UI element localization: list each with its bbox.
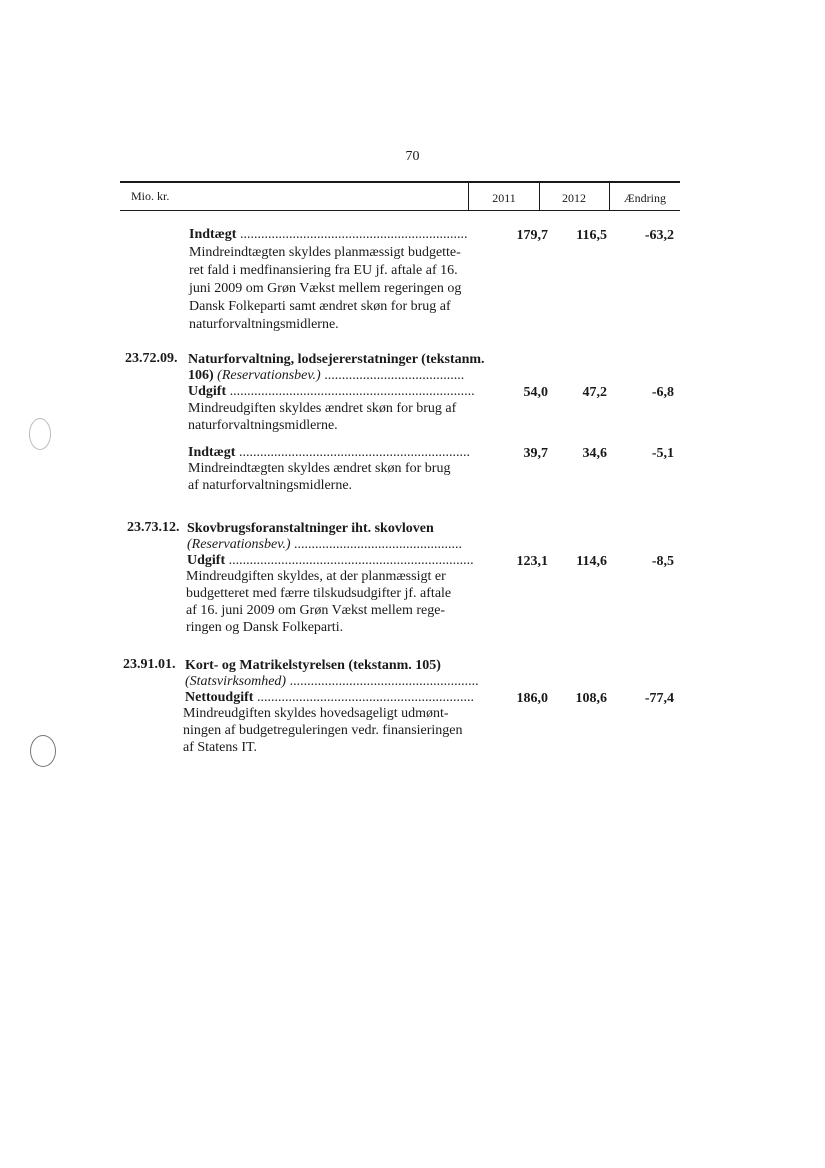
unit-label: Mio. kr. xyxy=(131,189,170,203)
explanation-line: Mindreindtægten skyldes ændret skøn for brug xyxy=(188,461,451,476)
explanation-line: Mindreudgiften skyldes ændret skøn for brug af xyxy=(188,401,457,416)
explanation-line: naturforvaltningsmidlerne. xyxy=(189,317,339,332)
value-change: -5,1 xyxy=(651,446,674,461)
account-type: (Reservationsbev.) xyxy=(187,537,291,552)
row-label: Udgift xyxy=(187,553,226,568)
row-label: Nettoudgift xyxy=(185,690,254,705)
row-label: Indtægt xyxy=(188,445,236,460)
explanation-line: ningen af budgetreguleringen vedr. finansieringen xyxy=(183,723,463,738)
leader-dots: .............................................................. xyxy=(253,690,474,705)
value-2012: 47,2 xyxy=(582,385,607,400)
value-change: -8,5 xyxy=(651,554,674,569)
row-label-line xyxy=(189,226,467,244)
explanation-line: Dansk Folkeparti samt ændret skøn for brug af xyxy=(189,299,451,314)
explanation-line: budgetteret med færre tilskudsudgifter jf. aftale xyxy=(186,586,452,601)
value-2011: 123,1 xyxy=(516,554,548,569)
explanation-line: Mindreudgiften skyldes, at der planmæssigt er xyxy=(186,569,446,584)
explanation-line: af 16. juni 2009 om Grøn Vækst mellem rege- xyxy=(186,603,446,618)
leader-dots: ...................................................... xyxy=(286,674,479,689)
value-2012: 116,5 xyxy=(576,228,607,243)
value-2012: 108,6 xyxy=(575,691,607,706)
header-top-rule xyxy=(120,181,680,183)
leader-dots: .................................................................. xyxy=(235,445,470,460)
explanation-line: af naturforvaltningsmidlerne. xyxy=(188,478,353,493)
explanation-line: ret fald i medfinansiering fra EU jf. aftale af 16. xyxy=(189,263,458,278)
value-2012: 114,6 xyxy=(576,554,607,569)
value-change: -63,2 xyxy=(644,228,674,243)
account-title: Kort- og Matrikelstyrelsen (tekstanm. 105) xyxy=(185,658,441,673)
row-label: Indtægt xyxy=(189,227,237,242)
leader-dots: ...................................................................... xyxy=(225,553,474,568)
column-header-2011: 2011 xyxy=(492,191,516,205)
punch-hole-mark xyxy=(30,735,56,767)
explanation-line: af Statens IT. xyxy=(183,740,257,755)
account-title-number: 106) xyxy=(188,368,214,383)
leader-dots: ................................................ xyxy=(290,537,463,552)
header-column-separator xyxy=(468,183,469,211)
value-2011: 179,7 xyxy=(516,228,548,243)
punch-hole-mark xyxy=(29,418,51,450)
account-code: 23.72.09. xyxy=(125,351,178,366)
column-header-2012: 2012 xyxy=(562,191,586,205)
explanation-line: Mindreindtægten skyldes planmæssigt budgette- xyxy=(189,245,461,260)
leader-dots: ........................................ xyxy=(320,368,465,383)
explanation-line: juni 2009 om Grøn Vækst mellem regeringen og xyxy=(189,281,462,296)
value-2012: 34,6 xyxy=(582,446,607,461)
leader-dots: ................................................................. xyxy=(236,227,468,242)
row-label-line xyxy=(188,383,475,401)
explanation-line: ringen og Dansk Folkeparti. xyxy=(186,620,344,635)
header-bottom-rule xyxy=(120,210,680,211)
value-change: -6,8 xyxy=(651,385,674,400)
value-2011: 186,0 xyxy=(516,691,548,706)
page-number: 70 xyxy=(405,149,420,164)
value-2011: 39,7 xyxy=(523,446,548,461)
value-change: -77,4 xyxy=(644,691,674,706)
explanation-line: Mindreudgiften skyldes hovedsageligt udmønt- xyxy=(183,706,449,721)
account-title: Naturforvaltning, lodsejererstatninger (tekstanm. xyxy=(188,352,485,367)
account-type: (Statsvirksomhed) xyxy=(185,674,287,689)
explanation-line: naturforvaltningsmidlerne. xyxy=(188,418,338,433)
row-label: Udgift xyxy=(188,384,227,399)
column-header-change: Ændring xyxy=(624,191,666,205)
value-2011: 54,0 xyxy=(523,385,548,400)
leader-dots: ...................................................................... xyxy=(226,384,475,399)
account-title: Skovbrugsforanstaltninger iht. skovloven xyxy=(187,521,434,536)
account-code: 23.91.01. xyxy=(123,657,176,672)
account-code: 23.73.12. xyxy=(127,520,180,535)
account-type: (Reservationsbev.) xyxy=(217,368,321,383)
